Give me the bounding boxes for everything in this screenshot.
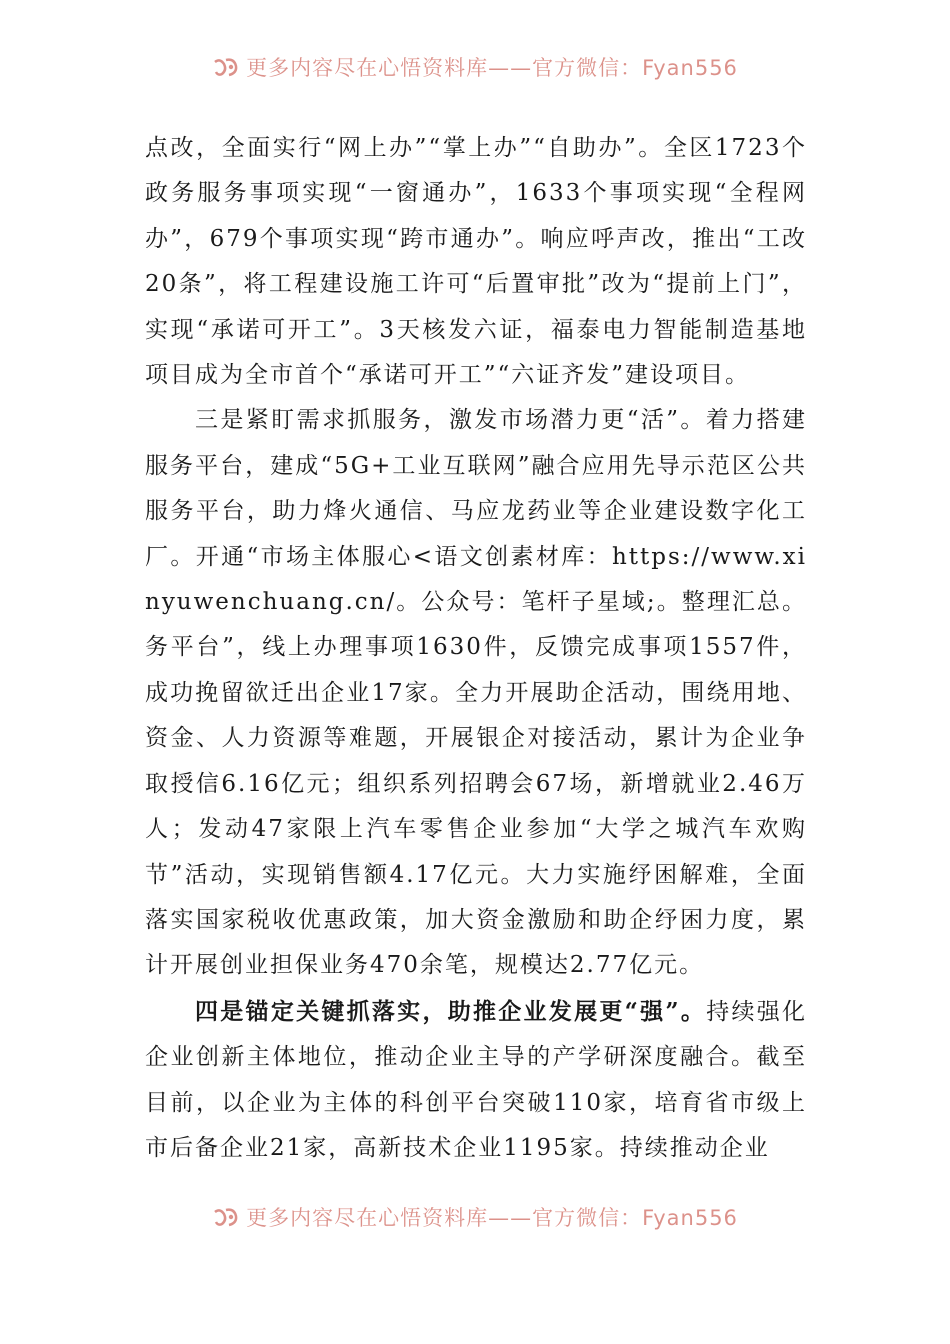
brand-logo-icon	[212, 1206, 240, 1233]
paragraph-1	[145, 126, 807, 398]
brand-logo-icon	[212, 56, 240, 83]
footer-watermark	[0, 1202, 950, 1233]
watermark-text: 更多内容尽在心悟资料库——官方微信：Fyan556	[246, 56, 738, 80]
paragraph-3-text: 持续强化企业创新主体地位，推动企业主导的产学研深度融合。截至目前，以企业为主体的科创平台突破110家，培育省市级上市后备企业21家，高新技术企业1195家。持续推动企业	[145, 998, 808, 1161]
document-body	[145, 126, 807, 1171]
paragraph-2	[145, 398, 807, 988]
paragraph-1-text: 点改，全面实行“网上办”“掌上办”“自助办”。全区1723个政务服务事项实现“一窗通办”，1633个事项实现“全程网办”，679个事项实现“跨市通办”。响应呼声改，推出“工改20条”，将工程建设施工许可“后置审批”改为“提前上门”，实现“承诺可开工”。3天核发六证，福泰电力智能制造基地项目成为全市首个“承诺可开工”“六证齐发”建设项目。	[145, 135, 807, 389]
paragraph-2-text: 三是紧盯需求抓服务，激发市场潜力更“活”。着力搭建服务平台，建成“5G+工业互联网”融合应用先导示范区公共服务平台，助力烽火通信、马应龙药业等企业建设数字化工厂。开通“市场主体服心<语文创素材库：https://www.xinyuwenchuang.cn/。公众号：笔杆子星域;。整理汇总。务平台”，线上办理事项1630件，反馈完成事项1557件，成功挽留欲迁出企业17家。全力开展助企活动，围绕用地、资金、人力资源等难题，开展银企对接活动，累计为企业争取授信6.16亿元；组织系列招聘会67场，新增就业2.46万人；发动47家限上汽车零售企业参加“大学之城汽车欢购节”活动，实现销售额4.17亿元。大力实施纾困解难，全面落实国家税收优惠政策，加大资金激励和助企纾困力度，累计开展创业担保业务470余笔，规模达2.77亿元。	[145, 407, 807, 979]
paragraph-3-lead: 四是锚定关键抓落实，助推企业发展更“强”。	[195, 997, 707, 1025]
header-watermark	[0, 52, 950, 83]
watermark-text: 更多内容尽在心悟资料库——官方微信：Fyan556	[246, 1206, 738, 1230]
paragraph-3	[145, 989, 807, 1172]
